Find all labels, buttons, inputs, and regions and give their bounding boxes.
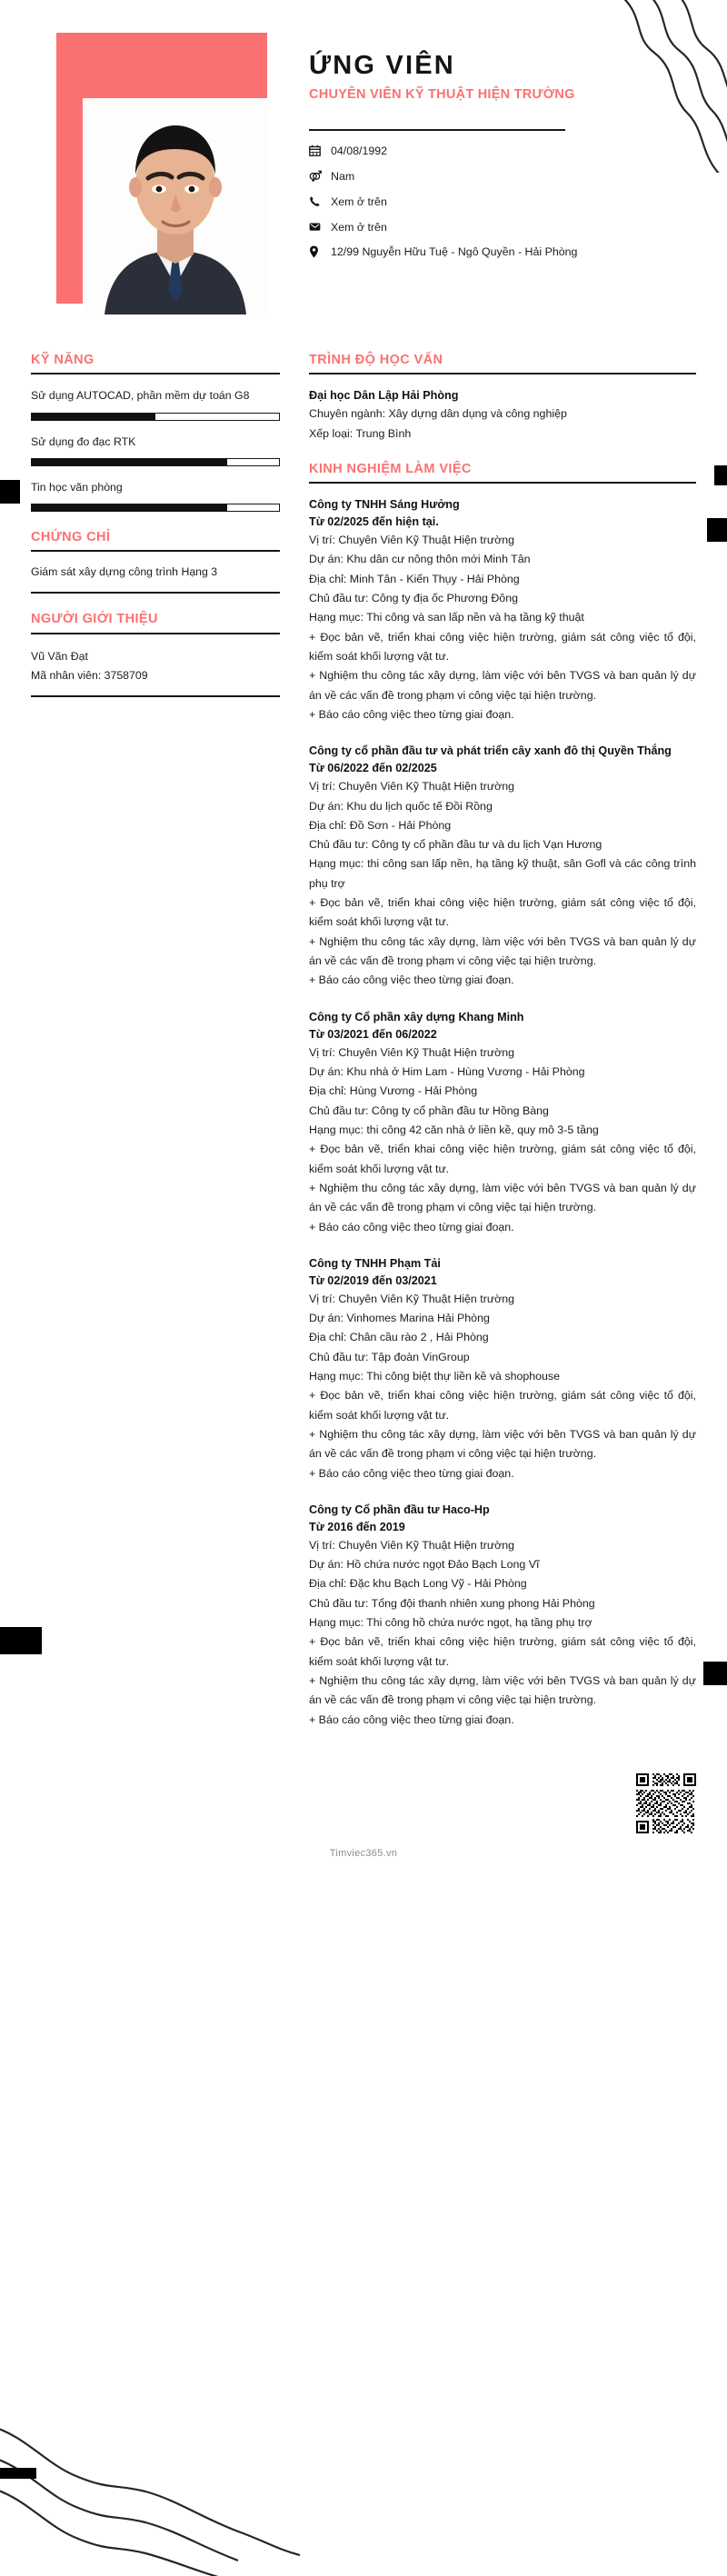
job-position: Vị trí: Chuyên Viên Kỹ Thuật Hiện trường bbox=[309, 1538, 515, 1552]
cv-header bbox=[0, 0, 727, 318]
skill-label: Sử dụng đo đạc RTK bbox=[31, 434, 136, 448]
experience-item bbox=[309, 743, 696, 990]
job-duty: + Đọc bản vẽ, triển khai công việc hiện trường, giám sát công việc tổ đội, kiểm soát khối lượng vật tư. bbox=[309, 896, 696, 929]
redaction-mark bbox=[0, 480, 20, 504]
header-details bbox=[304, 25, 696, 318]
job-scope: Hạng mục: thi công san lấp nền, hạ tầng kỹ thuật, sân Gofl và các công trình phụ trợ bbox=[309, 857, 696, 890]
contact-list bbox=[309, 144, 696, 260]
contact-row-gender bbox=[309, 169, 696, 185]
experience-title: KINH NGHIỆM LÀM VIỆC bbox=[309, 461, 472, 476]
page-title: ỨNG VIÊN bbox=[309, 51, 455, 80]
section-certificates bbox=[31, 530, 280, 594]
job-company: Công ty Cổ phần xây dựng Khang Minh bbox=[309, 1010, 524, 1023]
job-duty: + Báo cáo công việc theo từng giai đoạn. bbox=[309, 708, 514, 722]
skill-item bbox=[31, 480, 280, 512]
contact-row-address bbox=[309, 245, 696, 260]
job-investor: Chủ đầu tư: Công ty địa ốc Phương Đông bbox=[309, 592, 518, 605]
experience-list bbox=[309, 496, 696, 1730]
job-address: Địa chỉ: Đặc khu Bạch Long Vỹ - Hải Phòng bbox=[309, 1577, 527, 1591]
job-project: Dự án: Khu du lịch quốc tế Đồi Rồng bbox=[309, 799, 493, 813]
cv-body bbox=[0, 318, 727, 1730]
education-entry bbox=[309, 387, 696, 444]
job-position: Vị trí: Chuyên Viên Kỹ Thuật Hiện trường bbox=[309, 1045, 515, 1059]
experience-item bbox=[309, 1502, 696, 1730]
job-position: Vị trí: Chuyên Viên Kỹ Thuật Hiện trường bbox=[309, 780, 515, 794]
job-duty: + Nghiệm thu công tác xây dựng, làm việc với bên TVGS và ban quản lý dự án về các vấn đề trong phạm vi công việc tại hiện trường. bbox=[309, 1181, 696, 1214]
skill-progress-fill bbox=[32, 459, 227, 465]
section-references bbox=[31, 612, 280, 696]
phone-icon bbox=[309, 195, 331, 207]
job-address: Địa chỉ: Đồ Sơn - Hải Phòng bbox=[309, 818, 452, 832]
job-duty: + Đọc bản vẽ, triển khai công việc hiện trường, giám sát công việc tổ đội, kiểm soát khối lượng vật tư. bbox=[309, 1143, 696, 1175]
job-dates: Từ 02/2025 đến hiện tại. bbox=[309, 515, 439, 529]
job-duty: + Đọc bản vẽ, triển khai công việc hiện trường, giám sát công việc tổ đội, kiểm soát khối lượng vật tư. bbox=[309, 1389, 696, 1422]
reference-item bbox=[31, 647, 280, 697]
redaction-mark bbox=[703, 1662, 727, 1685]
skill-progress-bar bbox=[31, 504, 280, 512]
job-company: Công ty cổ phần đầu tư và phát triển cây xanh đô thị Quyền Thắng bbox=[309, 744, 672, 758]
calendar-icon bbox=[309, 144, 331, 156]
skill-progress-fill bbox=[32, 504, 227, 511]
job-dates: Từ 03/2021 đến 06/2022 bbox=[309, 1027, 437, 1041]
job-company: Công ty Cổ phần đầu tư Haco-Hp bbox=[309, 1503, 490, 1516]
job-investor: Chủ đầu tư: Tập đoàn VinGroup bbox=[309, 1350, 470, 1363]
phone-value: Xem ở trên bbox=[331, 195, 387, 208]
address-value: 12/99 Nguyễn Hữu Tuệ - Ngô Quyền - Hải Phòng bbox=[331, 245, 578, 259]
job-dates: Từ 02/2019 đến 03/2021 bbox=[309, 1273, 437, 1287]
sidebar bbox=[31, 353, 304, 697]
redaction-mark bbox=[0, 2468, 36, 2479]
contact-row-phone[interactable] bbox=[309, 195, 696, 210]
location-icon bbox=[309, 245, 331, 258]
section-experience bbox=[309, 462, 696, 1730]
experience-item bbox=[309, 496, 696, 724]
job-project: Dự án: Khu dân cư nông thôn mới Minh Tân bbox=[309, 553, 531, 566]
job-dates: Từ 06/2022 đến 02/2025 bbox=[309, 762, 437, 775]
job-duty: + Nghiệm thu công tác xây dựng, làm việc với bên TVGS và ban quản lý dự án về các vấn đề trong phạm vi công việc tại hiện trường. bbox=[309, 1427, 696, 1461]
cv-footer bbox=[0, 1730, 727, 1866]
references-divider bbox=[31, 633, 280, 634]
skill-progress-bar bbox=[31, 458, 280, 466]
job-dates: Từ 2016 đến 2019 bbox=[309, 1520, 405, 1533]
job-address: Địa chỉ: Chân cầu rào 2 , Hải Phòng bbox=[309, 1331, 489, 1344]
job-scope: Hạng mục: Thi công và san lấp nền và hạ tầng kỹ thuật bbox=[309, 611, 584, 624]
education-school: Đại học Dân Lập Hải Phòng bbox=[309, 389, 459, 403]
spacer bbox=[31, 594, 280, 612]
job-investor: Chủ đầu tư: Tổng đội thanh nhiên xung phong Hải Phòng bbox=[309, 1596, 595, 1610]
job-duty: + Báo cáo công việc theo từng giai đoạn. bbox=[309, 1466, 514, 1480]
certificate-item: Giám sát xây dựng công trình Hạng 3 bbox=[31, 564, 280, 594]
job-scope: Hạng mục: thi công 42 căn nhà ở liền kề, quy mô 3-5 tầng bbox=[309, 1123, 599, 1136]
spacer bbox=[309, 444, 696, 462]
job-project: Dự án: Khu nhà ở Him Lam - Hùng Vương - Hải Phòng bbox=[309, 1064, 585, 1078]
skill-progress-fill bbox=[32, 414, 155, 420]
candidate-role: CHUYÊN VIÊN KỸ THUẬT HIỆN TRƯỜNG bbox=[309, 87, 575, 103]
watermark: Timviec365.vn bbox=[329, 1847, 398, 1859]
main-content bbox=[304, 353, 696, 1730]
redaction-mark bbox=[0, 1627, 42, 1654]
job-investor: Chủ đầu tư: Công ty cổ phần đầu tư Hồng Bàng bbox=[309, 1103, 549, 1117]
skill-label: Sử dụng AUTOCAD, phần mềm dự toán G8 bbox=[31, 389, 250, 403]
job-duty: + Đọc bản vẽ, triển khai công việc hiện trường, giám sát công việc tổ đội, kiểm soát khối lượng vật tư. bbox=[309, 1635, 696, 1668]
contact-row-birthdate bbox=[309, 144, 696, 159]
skill-progress-bar bbox=[31, 413, 280, 421]
job-position: Vị trí: Chuyên Viên Kỹ Thuật Hiện trường bbox=[309, 1292, 515, 1305]
reference-employee-id: Mã nhân viên: 3758709 bbox=[31, 669, 148, 683]
education-major: Chuyên ngành: Xây dựng dân dụng và công nghiệp bbox=[309, 407, 567, 421]
email-value: Xem ở trên bbox=[331, 220, 387, 234]
gender-value: Nam bbox=[331, 170, 355, 184]
skill-item bbox=[31, 434, 280, 466]
skill-label: Tin học văn phòng bbox=[31, 480, 123, 494]
certificates-divider bbox=[31, 550, 280, 552]
job-address: Địa chỉ: Hùng Vương - Hải Phòng bbox=[309, 1084, 478, 1098]
job-company: Công ty TNHH Sáng Hưởng bbox=[309, 498, 460, 512]
reference-name: Vũ Văn Đạt bbox=[31, 649, 88, 663]
education-divider bbox=[309, 373, 696, 374]
job-investor: Chủ đầu tư: Công ty cổ phần đầu tư và du lịch Vạn Hương bbox=[309, 838, 603, 852]
education-title: TRÌNH ĐỘ HỌC VẤN bbox=[309, 353, 443, 367]
job-duty: + Nghiệm thu công tác xây dựng, làm việc với bên TVGS và ban quản lý dự án về các vấn đề trong phạm vi công việc tại hiện trường. bbox=[309, 934, 696, 968]
experience-item bbox=[309, 1255, 696, 1483]
job-duty: + Báo cáo công việc theo từng giai đoạn. bbox=[309, 973, 514, 987]
avatar-frame bbox=[31, 25, 304, 318]
section-skills bbox=[31, 353, 280, 512]
spacer bbox=[31, 512, 280, 530]
job-duty: + Nghiệm thu công tác xây dựng, làm việc với bên TVGS và ban quản lý dự án về các vấn đề trong phạm vi công việc tại hiện trường. bbox=[309, 669, 696, 702]
job-project: Dự án: Hồ chứa nước ngọt Đảo Bạch Long Vĩ bbox=[309, 1558, 540, 1572]
avatar bbox=[83, 98, 268, 315]
gender-icon bbox=[309, 169, 331, 182]
contact-row-email[interactable] bbox=[309, 220, 696, 235]
skills-divider bbox=[31, 373, 280, 374]
job-company: Công ty TNHH Phạm Tải bbox=[309, 1256, 441, 1270]
job-scope: Hạng mục: Thi công hồ chứa nước ngọt, hạ tầng phụ trợ bbox=[309, 1616, 593, 1629]
skill-item bbox=[31, 388, 280, 420]
redaction-mark bbox=[707, 518, 727, 542]
redaction-mark bbox=[714, 465, 727, 485]
job-duty: + Nghiệm thu công tác xây dựng, làm việc với bên TVGS và ban quản lý dự án về các vấn đề trong phạm vi công việc tại hiện trường. bbox=[309, 1673, 696, 1707]
experience-divider bbox=[309, 482, 696, 484]
birthdate-value: 04/08/1992 bbox=[331, 145, 388, 158]
job-project: Dự án: Vinhomes Marina Hải Phòng bbox=[309, 1311, 490, 1324]
certificates-title: CHỨNG CHỈ bbox=[31, 530, 111, 544]
job-duty: + Báo cáo công việc theo từng giai đoạn. bbox=[309, 1712, 514, 1726]
job-address: Địa chỉ: Minh Tân - Kiến Thụy - Hải Phòng bbox=[309, 572, 520, 585]
job-position: Vị trí: Chuyên Viên Kỹ Thuật Hiện trường bbox=[309, 534, 515, 547]
email-icon bbox=[309, 220, 331, 233]
qr-code[interactable] bbox=[636, 1773, 696, 1833]
decorative-squiggle-bottom-icon bbox=[0, 2417, 300, 2576]
job-duty: + Đọc bản vẽ, triển khai công việc hiện trường, giám sát công việc tổ đội, kiểm soát khối lượng vật tư. bbox=[309, 630, 696, 664]
job-duty: + Báo cáo công việc theo từng giai đoạn. bbox=[309, 1220, 514, 1233]
references-title: NGƯỜI GIỚI THIỆU bbox=[31, 612, 158, 627]
experience-item bbox=[309, 1009, 696, 1237]
header-divider bbox=[309, 129, 565, 131]
skills-title: KỸ NĂNG bbox=[31, 353, 95, 367]
job-scope: Hạng mục: Thi công biệt thự liền kề và shophouse bbox=[309, 1369, 561, 1383]
education-grade: Xếp loại: Trung Bình bbox=[309, 426, 412, 440]
section-education bbox=[309, 353, 696, 444]
